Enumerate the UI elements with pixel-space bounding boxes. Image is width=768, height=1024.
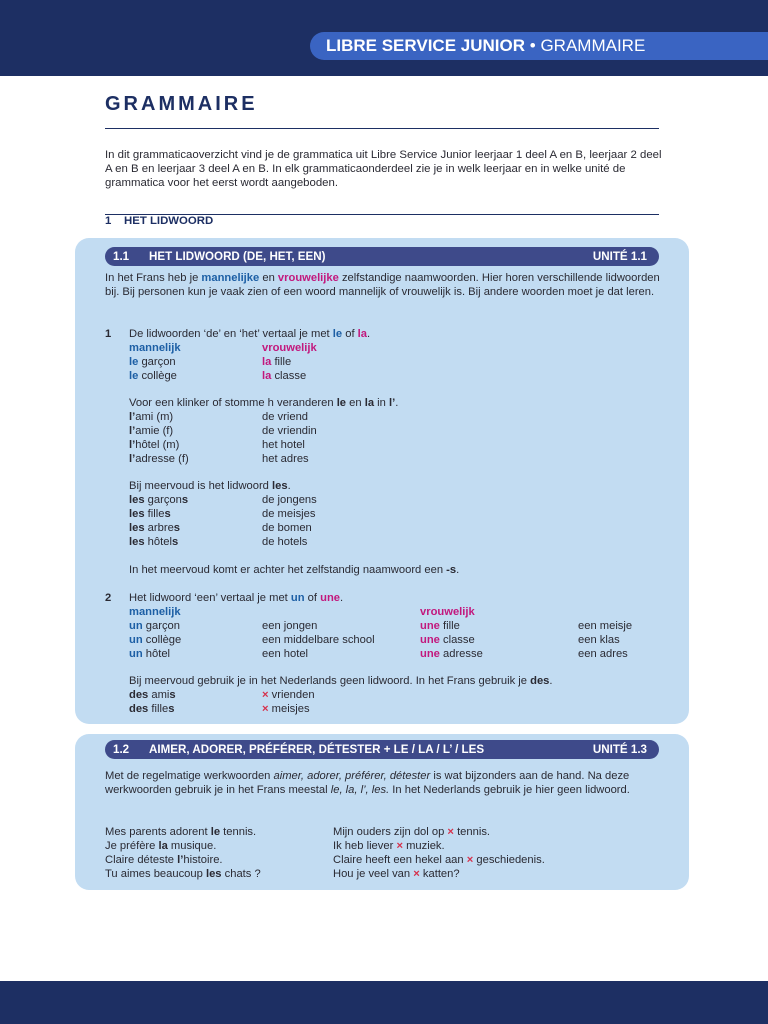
box-number: 1.2 <box>113 743 130 756</box>
text: . <box>340 592 344 604</box>
text: In het Nederlands gebruik je hier geen lidwoord. <box>389 783 630 796</box>
text: en <box>346 397 365 409</box>
text: Je préfère <box>105 840 159 852</box>
article: une <box>420 648 440 660</box>
text: . <box>456 564 460 576</box>
translation <box>262 703 310 717</box>
word: fille <box>439 620 460 632</box>
elision-example <box>129 439 179 453</box>
word: amie (f) <box>135 425 174 437</box>
page-title: GRAMMAIRE <box>105 93 258 115</box>
text: De lidwoorden ‘de’ en ‘het’ vertaal je met <box>129 328 333 340</box>
section-title: HET LIDWOORD <box>124 215 214 227</box>
text: Voor een klinker of stomme h veranderen <box>129 397 337 409</box>
word: classe <box>439 634 475 646</box>
text: . <box>395 397 399 409</box>
text: tennis. <box>220 826 257 838</box>
unite-label: UNITÉ 1.3 <box>592 743 647 756</box>
text: in <box>374 397 389 409</box>
box-title: HET LIDWOORD (DE, HET, EEN) <box>149 250 326 263</box>
column-head-feminine: vrouwelijk <box>262 342 317 354</box>
translation: het hotel <box>262 439 305 451</box>
plural-example <box>129 536 178 550</box>
plural-ending: -s <box>446 564 457 576</box>
text: katten? <box>419 868 460 880</box>
no-article-mark: × <box>262 689 269 701</box>
article: la <box>364 397 375 409</box>
translation: het adres <box>262 453 309 465</box>
article: le <box>332 328 343 340</box>
text: Claire déteste <box>105 854 178 866</box>
translation: een klas <box>578 634 620 646</box>
word: fille <box>144 508 165 520</box>
article: des <box>129 689 149 701</box>
example-masculine <box>129 356 176 370</box>
plural-s-rule <box>129 564 459 578</box>
example-feminine <box>420 634 475 648</box>
example-feminine <box>262 370 306 384</box>
text: . <box>549 675 553 687</box>
box-title: AIMER, ADORER, PRÉFÉRER, DÉTESTER + LE / LA / L’ / LES <box>149 743 485 756</box>
word: hôtel <box>144 536 172 548</box>
dutch-translation <box>333 868 460 882</box>
article: l’ <box>129 411 136 423</box>
translation: een meisje <box>578 620 633 632</box>
text: Het lidwoord ‘een’ vertaal je met <box>129 592 291 604</box>
grammar-box-1-2 <box>75 734 689 890</box>
column-head-masculine: mannelijk <box>129 342 181 354</box>
example-masculine <box>129 648 170 662</box>
word: collège <box>142 634 182 646</box>
article: une <box>420 620 440 632</box>
article: un <box>129 620 143 632</box>
word: hôtel (m) <box>135 439 180 451</box>
text: chats ? <box>221 868 261 880</box>
elision-rule <box>129 397 398 411</box>
article: des <box>530 675 550 687</box>
column-head-masculine: mannelijk <box>129 606 181 618</box>
no-article-mark: × <box>466 854 474 866</box>
word: meisjes <box>268 703 310 715</box>
box-number: 1.1 <box>113 250 130 263</box>
text: Met de regelmatige werkwoorden <box>105 770 274 782</box>
box-intro <box>105 770 665 798</box>
french-example <box>105 826 256 840</box>
series-name: LIBRE SERVICE JUNIOR <box>326 36 526 55</box>
des-example <box>129 703 174 717</box>
unite-label: UNITÉ 1.1 <box>592 250 647 263</box>
text: . <box>367 328 371 340</box>
section-heading <box>105 215 213 227</box>
text: muziek. <box>402 840 445 852</box>
translation <box>262 689 315 703</box>
translation: een jongen <box>262 620 318 632</box>
text: In het meervoud komt er achter het zelfstandig naamwoord een <box>129 564 447 576</box>
example-feminine <box>262 356 291 370</box>
translation: de jongens <box>262 494 317 506</box>
article: les <box>205 868 222 880</box>
dutch-translation <box>333 854 545 868</box>
french-example <box>105 854 223 868</box>
plural-example <box>129 508 171 522</box>
article: un <box>129 634 143 646</box>
plural-example <box>129 494 188 508</box>
point-number: 2 <box>105 592 112 604</box>
article: le <box>336 397 347 409</box>
word: hôtel <box>142 648 171 660</box>
article: une <box>320 592 340 604</box>
article: la <box>262 356 272 368</box>
box-header-1-2 <box>105 740 659 759</box>
article: la <box>158 840 168 852</box>
example-masculine <box>129 634 181 648</box>
top-banner <box>0 0 768 76</box>
example-feminine <box>420 620 460 634</box>
no-article-mark: × <box>262 703 269 715</box>
article: l’ <box>389 397 396 409</box>
text: of <box>304 592 321 604</box>
plural-rule <box>129 480 291 494</box>
translation: de bomen <box>262 522 312 534</box>
plural-ending: s <box>181 494 189 506</box>
plural-example <box>129 522 180 536</box>
text: en <box>259 272 278 284</box>
text: Hou je veel van <box>333 868 414 880</box>
dutch-translation <box>333 826 490 840</box>
article: les <box>129 536 145 548</box>
plural-ending: s <box>171 536 179 548</box>
text: histoire. <box>183 854 223 866</box>
word: classe <box>271 370 307 382</box>
rule-text <box>129 328 370 342</box>
french-example <box>105 868 261 882</box>
article: un <box>290 592 305 604</box>
text: Bij meervoud gebruik je in het Nederlands geen lidwoord. In het Frans gebruik je <box>129 675 531 687</box>
word: fille <box>148 703 169 715</box>
word: vrienden <box>268 689 315 701</box>
article: les <box>272 480 288 492</box>
text: Mijn ouders zijn dol op <box>333 826 448 838</box>
series-section: GRAMMAIRE <box>540 36 646 55</box>
no-article-mark: × <box>447 826 454 838</box>
example-masculine <box>129 620 180 634</box>
article: l’ <box>177 854 184 866</box>
elision-example <box>129 425 173 439</box>
word: ami (m) <box>135 411 174 423</box>
grammar-box-1-1 <box>75 238 689 724</box>
plural-ending: s <box>173 522 181 534</box>
text: musique. <box>167 840 217 852</box>
rule-text <box>129 592 343 606</box>
translation: de vriendin <box>262 425 317 437</box>
article: les <box>129 494 145 506</box>
point-number: 1 <box>105 328 112 340</box>
article: le <box>129 356 139 368</box>
word: ami <box>148 689 170 701</box>
word: garçon <box>144 494 182 506</box>
article: le <box>129 370 139 382</box>
translation: de meisjes <box>262 508 316 520</box>
text: Tu aimes beaucoup <box>105 868 206 880</box>
text: geschiedenis. <box>473 854 545 866</box>
word: adresse (f) <box>135 453 189 465</box>
box-intro <box>105 272 665 300</box>
translation: de hotels <box>262 536 308 548</box>
box-header-1-1 <box>105 247 659 266</box>
series-title-pill <box>310 32 768 60</box>
article: l’ <box>129 425 136 437</box>
des-example <box>129 689 176 703</box>
dutch-translation <box>333 840 445 854</box>
no-article-mark: × <box>396 840 403 852</box>
bottom-banner <box>0 981 768 1024</box>
article: un <box>129 648 143 660</box>
title-divider <box>105 128 659 129</box>
text: zelfstandige naamwoorden. Hier horen verschillende lidwoorden bij. Bij personen kun je vaak zien of een woord mannelijk of vrouwelijk is. Bij andere woorden moet je dat leren. <box>105 272 660 298</box>
translation: een adres <box>578 648 628 660</box>
article: l’ <box>129 453 136 465</box>
text: Mes parents adorent <box>105 826 211 838</box>
article: la <box>262 370 272 382</box>
word: garçon <box>138 356 176 368</box>
articles: le, la, l’, les. <box>330 783 390 796</box>
word: fille <box>271 356 292 368</box>
french-example <box>105 840 216 854</box>
word: garçon <box>142 620 180 632</box>
bullet: • <box>529 36 536 55</box>
text: . <box>287 480 291 492</box>
article: les <box>129 508 145 520</box>
elision-example <box>129 411 173 425</box>
plural-ending: s <box>169 689 176 701</box>
article: l’ <box>129 439 136 451</box>
keyword-feminine: vrouwelijke <box>277 272 339 284</box>
example-feminine <box>420 648 483 662</box>
no-article-mark: × <box>413 868 420 880</box>
translation: een hotel <box>262 648 309 660</box>
des-rule <box>129 675 553 689</box>
intro-paragraph: In dit grammaticaoverzicht vind je de grammatica uit Libre Service Junior leerjaar 1 deel A en B, leerjaar 2 deel A en B en leerjaar 3 deel A en B. In elk grammaticaonderdeel zie je in welk leerjaar en in welke unité de grammatica voor het eerst wordt aangeboden. <box>105 149 662 190</box>
verbs: aimer, adorer, préférer, détester <box>273 770 431 782</box>
plural-ending: s <box>168 703 175 715</box>
article: des <box>129 703 149 715</box>
word: adresse <box>439 648 483 660</box>
column-head-feminine: vrouwelijk <box>420 606 475 618</box>
text: of <box>342 328 358 340</box>
article: la <box>357 328 367 340</box>
elision-example <box>129 453 189 467</box>
text: In het Frans heb je <box>105 272 202 284</box>
example-masculine <box>129 370 177 384</box>
text: is wat bijzonders aan de hand. Na deze werkwoorden gebruik je in het Frans meestal <box>105 770 630 796</box>
text: tennis. <box>453 826 491 838</box>
keyword-masculine: mannelijke <box>201 272 260 284</box>
section-number: 1 <box>105 215 112 227</box>
article: une <box>420 634 440 646</box>
article: les <box>129 522 145 534</box>
plural-ending: s <box>164 508 171 520</box>
translation: een middelbare school <box>262 634 375 646</box>
text: Claire heeft een hekel aan <box>333 854 467 866</box>
section-divider <box>105 214 659 215</box>
word: arbre <box>144 522 174 534</box>
article: le <box>210 826 221 838</box>
text: Ik heb liever <box>333 840 397 852</box>
word: collège <box>138 370 177 382</box>
translation: de vriend <box>262 411 309 423</box>
text: Bij meervoud is het lidwoord <box>129 480 273 492</box>
